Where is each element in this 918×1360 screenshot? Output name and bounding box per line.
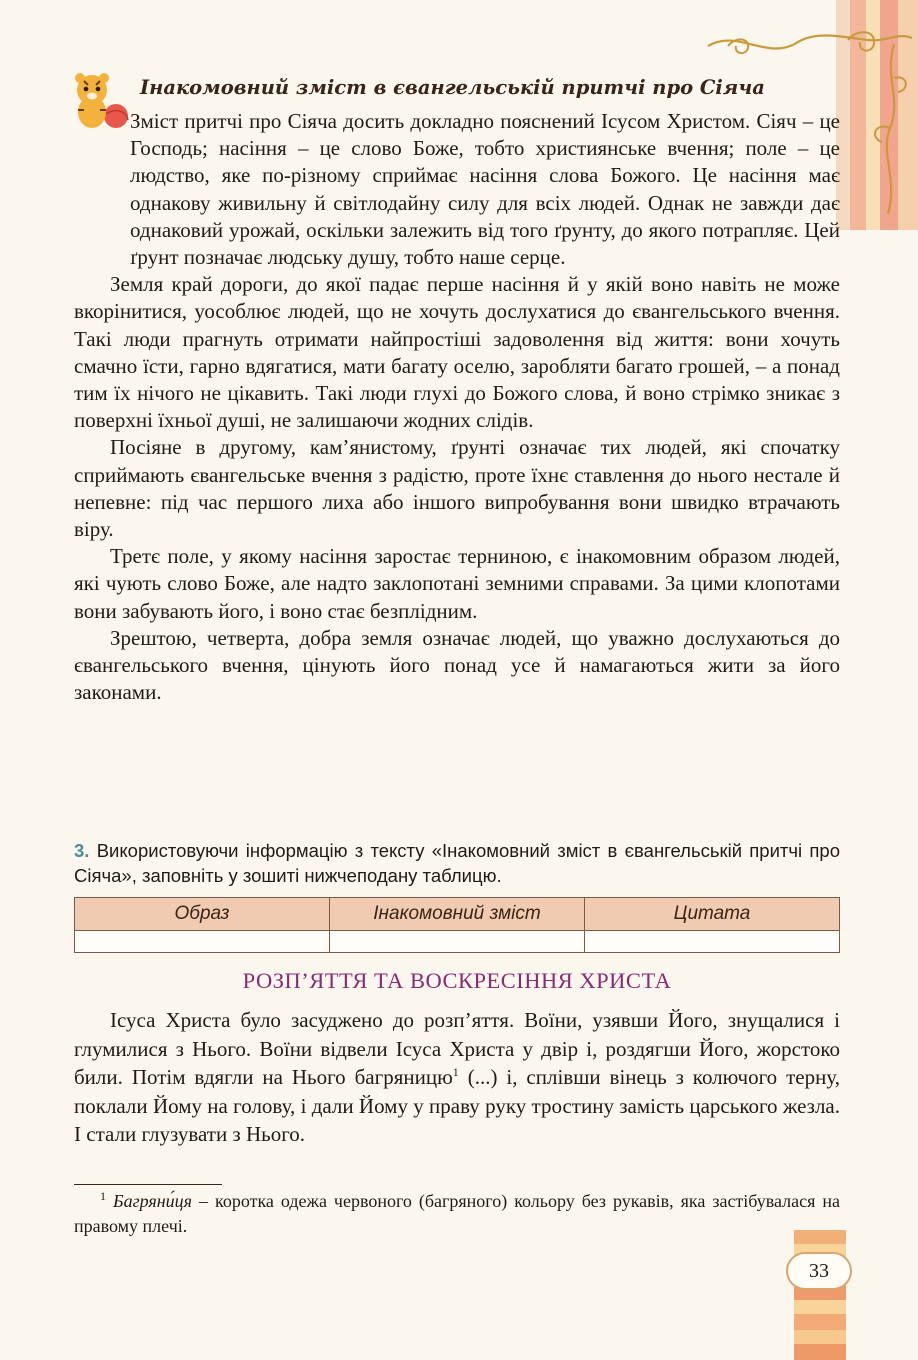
section-heading: Інакомовний зміст в євангельській притчі про Сіяча [140,76,765,99]
footnote-divider [74,1184,222,1185]
table-header-image: Образ [75,898,330,931]
paragraph-2: Земля край дороги, до якої падає перше насіння й у якій воно навіть не може вкорінитися, уособлює людей, що не хочуть дослухатися до євангельського вчення. Такі люди прагнуть отримати найпростіші задоволення від життя: вони хочуть смачно їсти, гарно вдягатися, мати багату оселю, заробляти багато грошей, – а понад тим їх нічого не цікавить. Такі люди глухі до Божого слова, й воно стрімко зникає з поверхні їхньої душі, не залишаючи жодних слідів. [74,272,840,433]
page-number: 33 [786,1252,852,1290]
footnote-marker: 1 [100,1189,106,1203]
crucifixion-text-start: Ісуса Христа було засуджено до розп’яття. Воїни, узявши Його, знущалися і глумилися з Нього. Воїни відвели Ісуса Христа у двір і, роздягши Його, жорстоко били. Потім вдягли на Нього багряницю [74,1008,840,1089]
footnote [74,1189,840,1239]
decorative-stripes-bottom [794,1230,846,1360]
paragraph-3: Посіяне в другому, кам’янистому, ґрунті означає тих людей, які спочатку сприймають євангельське вчення з радістю, проте їхнє ставлення до нього нестале й непевне: під час першого лиха або іншого випробування вони швидко втрачають віру. [74,435,840,542]
fill-in-table [74,897,840,953]
table-cell [75,931,330,953]
table-header-meaning: Інакомовний зміст [330,898,585,931]
task-number: 3. [74,840,90,861]
table-cell [330,931,585,953]
task-text: Використовуючи інформацію з тексту «Інакомовний зміст в євангельській притчі про Сіяча», заповніть у зошиті нижчеподану таблицю. [74,840,841,886]
table-row [75,931,840,953]
crucifixion-text [74,1006,840,1149]
crucifixion-text-end: (...) і, сплівши вінець з колючого терну, поклали Йому на голову, і дали Йому у праву руку тростину замість царського жезла. І стали глузувати з Нього. [74,1065,840,1146]
crucifixion-paragraph [74,1006,840,1149]
table-header-quote: Цитата [585,898,840,931]
footnote-ref: 1 [452,1065,459,1079]
footnote-definition: – коротка одежа червоного (багряного) кольору без рукавів, яка застібувалася на правому плечі. [74,1191,841,1236]
footnote-term: Багряни́ця [112,1191,193,1211]
table-cell [585,931,840,953]
paragraph-5: Зрештою, четверта, добра земля означає людей, що уважно дослухаються до євангельського вчення, цінують його понад усе й намагаються жити за його законами. [74,625,840,705]
task-3 [74,838,840,888]
table-header-row [75,898,840,931]
paragraph-4: Третє поле, у якому насіння заростає терниною, є інакомовним образом людей, які чують слово Боже, але надто заклопотані земними справами. За цими клопотами вони забувають його, і воно стає безплідним. [74,544,840,623]
chapter-title: РОЗП’ЯТТЯ ТА ВОСКРЕСІННЯ ХРИСТА [242,968,672,993]
paragraph-1: Зміст притчі про Сіяча досить докладно пояснений Ісусом Христом. Сіяч – це Господь; насіння – це слово Боже, тобто християнське вчення; поле – це людство, яке по-різному сприймає насіння слова Божого. Це насіння має однакову живильну й світлодайну силу для всіх людей. Однак не завжди дає однаковий урожай, оскільки залежить від того ґрунту, до якого потрапляє. Цей ґрунт позначає людську душу, тобто наше серце. [130,109,840,270]
parable-explanation-text [74,108,840,706]
